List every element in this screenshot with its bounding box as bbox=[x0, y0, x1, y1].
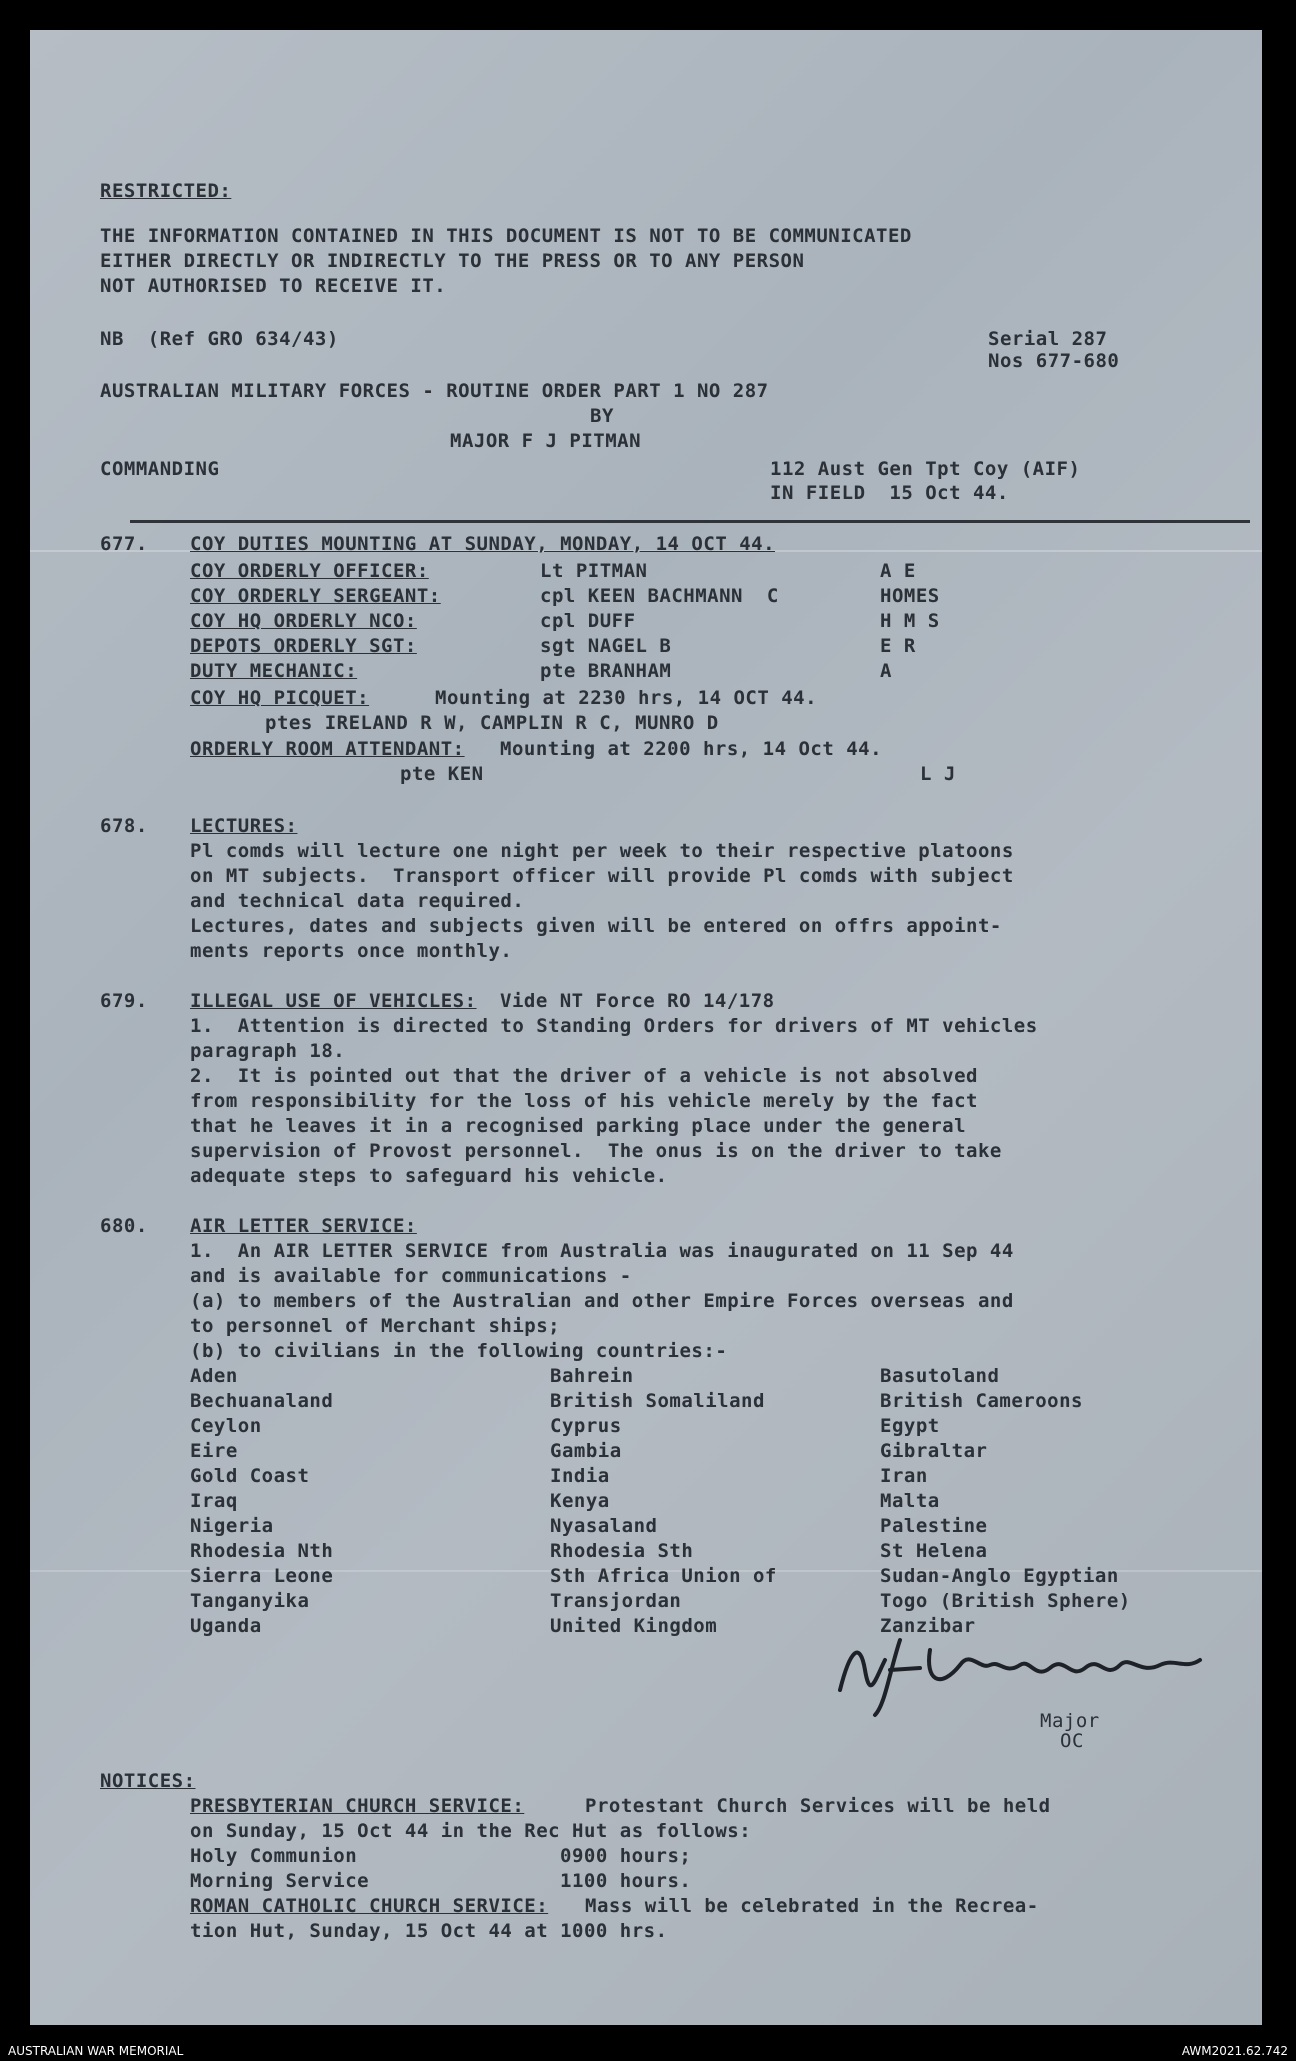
country: Ceylon bbox=[190, 1415, 262, 1437]
country: Transjordan bbox=[550, 1590, 682, 1612]
country: Rhodesia Sth bbox=[550, 1540, 694, 1562]
country: United Kingdom bbox=[550, 1615, 718, 1637]
country: Bahrein bbox=[550, 1365, 634, 1387]
catholic-label: ROMAN CATHOLIC CHURCH SERVICE: bbox=[190, 1895, 549, 1917]
order-numbers: Nos 677-680 bbox=[988, 350, 1120, 372]
signature bbox=[830, 1610, 1230, 1720]
duty-name: sgt NAGEL B bbox=[540, 635, 672, 657]
section-number: 680. bbox=[100, 1215, 148, 1237]
country: Gambia bbox=[550, 1440, 622, 1462]
country: Togo (British Sphere) bbox=[880, 1590, 1131, 1612]
country: Nyasaland bbox=[550, 1515, 658, 1537]
country: Kenya bbox=[550, 1490, 610, 1512]
signatory-rank: Major bbox=[1040, 1710, 1100, 1732]
country: Cyprus bbox=[550, 1415, 622, 1437]
section-number: 677. bbox=[100, 533, 148, 555]
body-line: 1. Attention is directed to Standing Orders for drivers of MT vehicles bbox=[190, 1015, 1038, 1037]
country: Aden bbox=[190, 1365, 238, 1387]
section-heading: COY DUTIES MOUNTING AT SUNDAY, MONDAY, 14 OCT 44. bbox=[190, 533, 776, 555]
body-line: (a) to members of the Australian and other Empire Forces overseas and bbox=[190, 1290, 1014, 1312]
notices-heading: NOTICES: bbox=[100, 1770, 196, 1792]
protestant-line2: on Sunday, 15 Oct 44 in the Rec Hut as follows: bbox=[190, 1820, 752, 1842]
reference: NB (Ref GRO 634/43) bbox=[100, 328, 339, 350]
country: India bbox=[550, 1465, 610, 1487]
country: Sierra Leone bbox=[190, 1565, 334, 1587]
orderly-name: pte KEN bbox=[400, 763, 484, 785]
country: British Somaliland bbox=[550, 1390, 765, 1412]
footer-archive: AUSTRALIAN WAR MEMORIAL bbox=[8, 2044, 184, 2058]
country: Uganda bbox=[190, 1615, 262, 1637]
body-line: and is available for communications - bbox=[190, 1265, 632, 1287]
duty-role: COY ORDERLY SERGEANT: bbox=[190, 585, 441, 607]
body-line: paragraph 18. bbox=[190, 1040, 346, 1062]
duty-role: COY ORDERLY OFFICER: bbox=[190, 560, 429, 582]
duty-role: DUTY MECHANIC: bbox=[190, 660, 358, 682]
divider-rule bbox=[130, 520, 1250, 523]
country: Palestine bbox=[880, 1515, 988, 1537]
country: Malta bbox=[880, 1490, 940, 1512]
duty-name: Lt PITMAN bbox=[540, 560, 648, 582]
orderly-text: Mounting at 2200 hrs, 14 Oct 44. bbox=[500, 738, 883, 760]
catholic-line2: tion Hut, Sunday, 15 Oct 44 at 1000 hrs. bbox=[190, 1920, 668, 1942]
duty-name: pte BRANHAM bbox=[540, 660, 672, 682]
catholic-text: Mass will be celebrated in the Recrea- bbox=[585, 1895, 1039, 1917]
body-line: adequate steps to safeguard his vehicle. bbox=[190, 1165, 668, 1187]
section-reference: Vide NT Force RO 14/178 bbox=[500, 990, 775, 1012]
unit-name: 112 Aust Gen Tpt Coy (AIF) bbox=[770, 458, 1081, 480]
duty-platoon: A bbox=[880, 660, 892, 682]
country: St Helena bbox=[880, 1540, 988, 1562]
signatory-role: OC bbox=[1060, 1730, 1084, 1752]
notice-line-2: EITHER DIRECTLY OR INDIRECTLY TO THE PRESS OR TO ANY PERSON bbox=[100, 250, 805, 272]
country: Sudan-Anglo Egyptian bbox=[880, 1565, 1119, 1587]
country: British Cameroons bbox=[880, 1390, 1083, 1412]
body-line: that he leaves it in a recognised parking place under the general bbox=[190, 1115, 967, 1137]
country: Rhodesia Nth bbox=[190, 1540, 334, 1562]
body-line: Lectures, dates and subjects given will be entered on offrs appoint- bbox=[190, 915, 1002, 937]
archive-footer bbox=[0, 2040, 1296, 2061]
document-page bbox=[30, 30, 1262, 2025]
document-date: IN FIELD 15 Oct 44. bbox=[770, 482, 1009, 504]
body-line: from responsibility for the loss of his vehicle merely by the fact bbox=[190, 1090, 978, 1112]
section-heading: AIR LETTER SERVICE: bbox=[190, 1215, 417, 1237]
duty-role: COY HQ ORDERLY NCO: bbox=[190, 610, 417, 632]
orderly-label: ORDERLY ROOM ATTENDANT: bbox=[190, 738, 465, 760]
country: Sth Africa Union of bbox=[550, 1565, 777, 1587]
footer-accession: AWM2021.62.742 bbox=[1181, 2044, 1288, 2058]
country: Iraq bbox=[190, 1490, 238, 1512]
commanding-label: COMMANDING bbox=[100, 458, 220, 480]
section-heading: ILLEGAL USE OF VEHICLES: bbox=[190, 990, 477, 1012]
duty-platoon: E R bbox=[880, 635, 916, 657]
protestant-label: PRESBYTERIAN CHURCH SERVICE: bbox=[190, 1795, 525, 1817]
morning-label: Morning Service bbox=[190, 1870, 370, 1892]
communion-time: 0900 hours; bbox=[560, 1845, 692, 1867]
duty-platoon: H M S bbox=[880, 610, 940, 632]
body-line: 2. It is pointed out that the driver of a vehicle is not absolved bbox=[190, 1065, 978, 1087]
duty-name: cpl DUFF bbox=[540, 610, 636, 632]
country: Nigeria bbox=[190, 1515, 274, 1537]
morning-time: 1100 hours. bbox=[560, 1870, 692, 1892]
orderly-initials: L J bbox=[920, 763, 956, 785]
body-line: to personnel of Merchant ships; bbox=[190, 1315, 561, 1337]
section-number: 679. bbox=[100, 990, 148, 1012]
duty-platoon: A E bbox=[880, 560, 916, 582]
country: Bechuanaland bbox=[190, 1390, 334, 1412]
protestant-text: Protestant Church Services will be held bbox=[585, 1795, 1051, 1817]
restricted-label: RESTRICTED: bbox=[100, 180, 232, 202]
notice-line-1: THE INFORMATION CONTAINED IN THIS DOCUMENT IS NOT TO BE COMMUNICATED bbox=[100, 225, 912, 247]
body-line: (b) to civilians in the following countries:- bbox=[190, 1340, 728, 1362]
major-name: MAJOR F J PITMAN bbox=[450, 430, 642, 452]
section-number: 678. bbox=[100, 815, 148, 837]
country: Gibraltar bbox=[880, 1440, 988, 1462]
serial-number: Serial 287 bbox=[988, 328, 1108, 350]
picquet-label: COY HQ PICQUET: bbox=[190, 687, 370, 709]
picquet-text: Mounting at 2230 hrs, 14 OCT 44. bbox=[435, 687, 818, 709]
country: Zanzibar bbox=[880, 1615, 976, 1637]
country: Tanganyika bbox=[190, 1590, 310, 1612]
country: Iran bbox=[880, 1465, 928, 1487]
country: Eire bbox=[190, 1440, 238, 1462]
by-label: BY bbox=[590, 405, 614, 427]
body-line: on MT subjects. Transport officer will provide Pl comds with subject bbox=[190, 865, 1014, 887]
country: Basutoland bbox=[880, 1365, 1000, 1387]
country: Gold Coast bbox=[190, 1465, 310, 1487]
duty-platoon: HOMES bbox=[880, 585, 940, 607]
body-line: supervision of Provost personnel. The onus is on the driver to take bbox=[190, 1140, 1002, 1162]
body-line: 1. An AIR LETTER SERVICE from Australia was inaugurated on 11 Sep 44 bbox=[190, 1240, 1014, 1262]
body-line: and technical data required. bbox=[190, 890, 525, 912]
body-line: ments reports once monthly. bbox=[190, 940, 513, 962]
notice-line-3: NOT AUTHORISED TO RECEIVE IT. bbox=[100, 275, 447, 297]
body-line: Pl comds will lecture one night per week to their respective platoons bbox=[190, 840, 1014, 862]
duty-role: DEPOTS ORDERLY SGT: bbox=[190, 635, 417, 657]
picquet-names: ptes IRELAND R W, CAMPLIN R C, MUNRO D bbox=[265, 712, 719, 734]
duty-name: cpl KEEN BACHMANN C bbox=[540, 585, 779, 607]
communion-label: Holy Communion bbox=[190, 1845, 358, 1867]
document-title: AUSTRALIAN MILITARY FORCES - ROUTINE ORDER PART 1 NO 287 bbox=[100, 380, 769, 402]
country: Egypt bbox=[880, 1415, 940, 1437]
section-heading: LECTURES: bbox=[190, 815, 298, 837]
